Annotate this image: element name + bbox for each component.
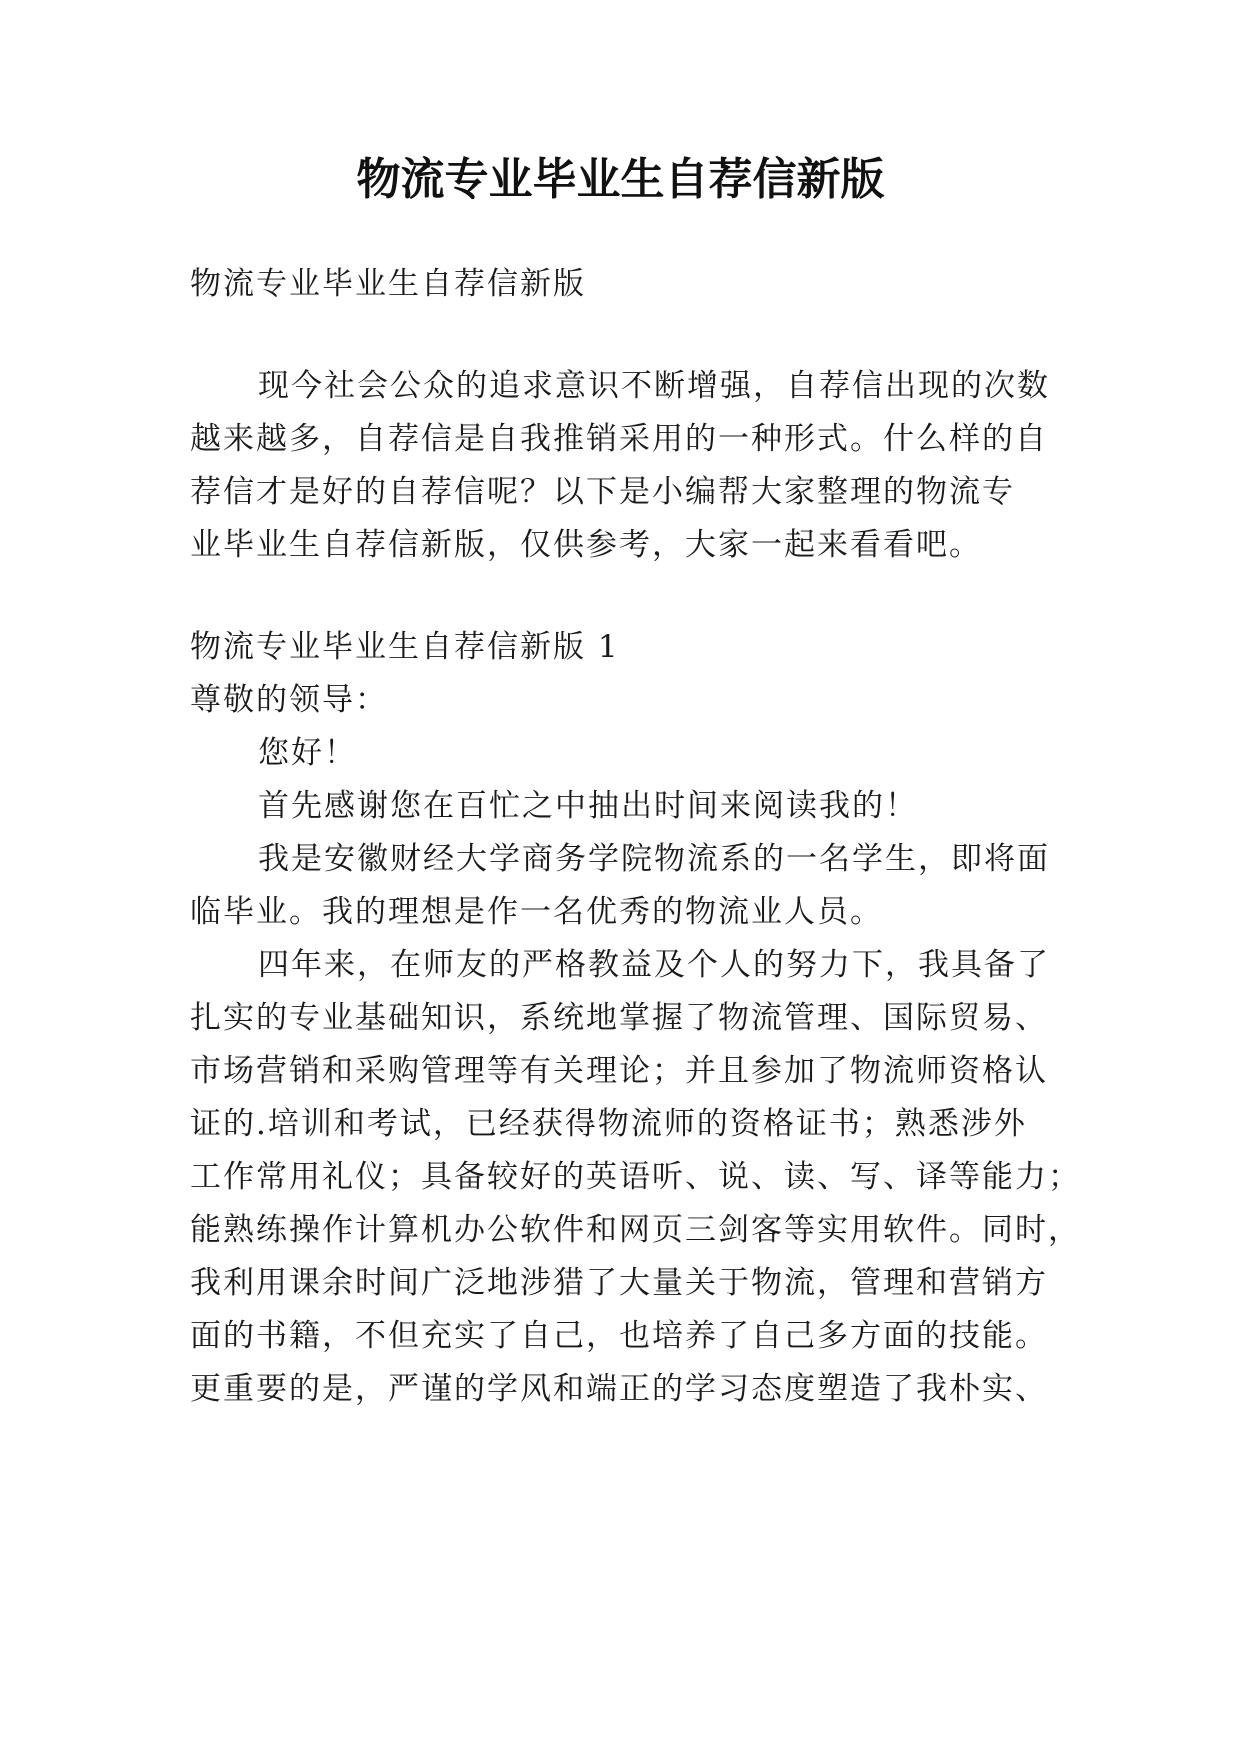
paragraph-line: 能熟练操作计算机办公软件和网页三剑客等实用软件。同时， [190, 1212, 1081, 1248]
section-heading: 物流专业毕业生自荐信新版 1 [190, 629, 620, 665]
paragraph-line: 临毕业。我的理想是作一名优秀的物流业人员。 [190, 894, 883, 930]
paragraph-line: 我是安徽财经大学商务学院物流系的一名学生，即将面 [258, 841, 1050, 877]
paragraph-line: 四年来，在师友的严格教益及个人的努力下，我具备了 [258, 947, 1050, 983]
paragraph-line: 面的书籍，不但充实了自己，也培养了自己多方面的技能。 [190, 1318, 1048, 1354]
intro-line: 越来越多，自荐信是自我推销采用的一种形式。什么样的自 [190, 421, 1048, 457]
paragraph-line: 市场营销和采购管理等有关理论；并且参加了物流师资格认 [190, 1053, 1048, 1089]
paragraph-line: 工作常用礼仪；具备较好的英语听、说、读、写、译等能力； [190, 1159, 1081, 1195]
intro-line: 现今社会公众的追求意识不断增强，自荐信出现的次数 [258, 368, 1050, 404]
document-title: 物流专业毕业生自荐信新版 [356, 154, 885, 205]
intro-line: 荐信才是好的自荐信呢？以下是小编帮大家整理的物流专 [190, 474, 1015, 510]
greeting: 您好！ [258, 735, 357, 771]
salutation: 尊敬的领导： [190, 682, 388, 718]
paragraph-line: 证的.培训和考试，已经获得物流师的资格证书；熟悉涉外 [190, 1106, 1027, 1142]
paragraph-line: 更重要的是，严谨的学风和端正的学习态度塑造了我朴实、 [190, 1371, 1048, 1407]
paragraph-line: 我利用课余时间广泛地涉猎了大量关于物流，管理和营销方 [190, 1265, 1048, 1301]
document-subtitle: 物流专业毕业生自荐信新版 [190, 266, 586, 302]
intro-line: 业毕业生自荐信新版，仅供参考，大家一起来看看吧。 [190, 527, 982, 563]
paragraph-line: 扎实的专业基础知识，系统地掌握了物流管理、国际贸易、 [190, 1000, 1048, 1036]
thanks-line: 首先感谢您在百忙之中抽出时间来阅读我的！ [258, 788, 918, 824]
